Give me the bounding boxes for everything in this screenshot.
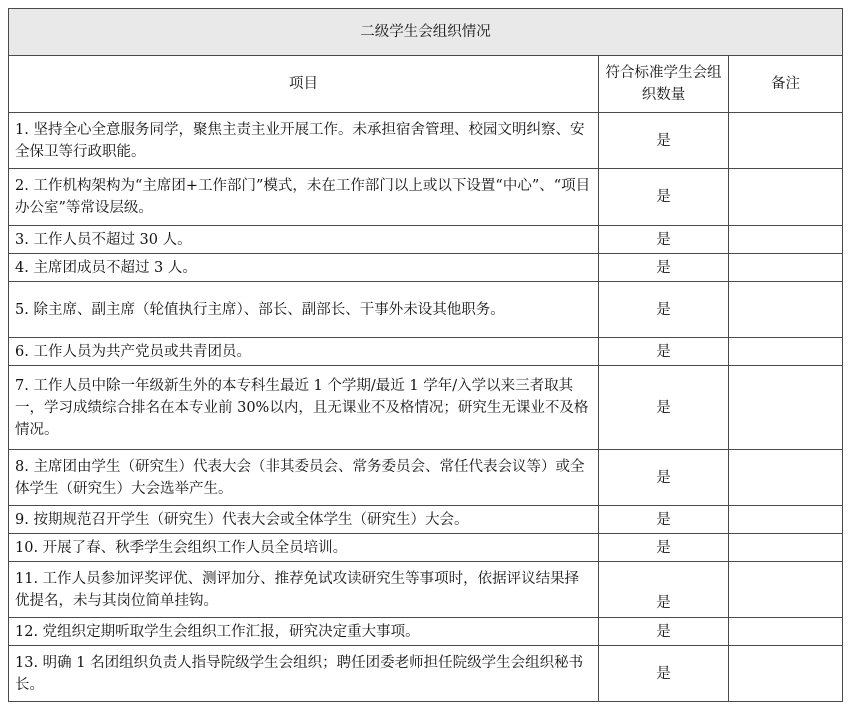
row-compliant-value: 是 (599, 169, 729, 226)
table-row (9, 450, 843, 506)
row-note (729, 254, 843, 282)
row-compliant-value: 是 (599, 450, 729, 506)
row-item-text: 5. 除主席、副主席（轮值执行主席）、部长、副部长、干事外未设其他职务。 (9, 282, 599, 338)
row-note (729, 562, 843, 618)
row-note (729, 338, 843, 366)
row-item-text: 13. 明确 1 名团组织负责人指导院级学生会组织；聘任团委老师担任院级学生会组织秘书长。 (9, 646, 599, 702)
row-compliant-value: 是 (599, 113, 729, 169)
row-item-text: 2. 工作机构架构为“主席团+工作部门”模式，未在工作部门以上或以下设置“中心”、“项目办公室”等常设层级。 (9, 169, 599, 226)
row-compliant-value: 是 (599, 226, 729, 254)
table-row (9, 366, 843, 450)
table-row (9, 618, 843, 646)
row-compliant-value: 是 (599, 282, 729, 338)
table-row (9, 169, 843, 226)
row-note (729, 534, 843, 562)
row-note (729, 282, 843, 338)
row-compliant-value: 是 (599, 646, 729, 702)
compliance-table (8, 8, 843, 702)
table-title: 二级学生会组织情况 (9, 9, 843, 56)
row-item-text: 1. 坚持全心全意服务同学，聚焦主责主业开展工作。未承担宿舍管理、校园文明纠察、安全保卫等行政职能。 (9, 113, 599, 169)
row-compliant-value: 是 (599, 338, 729, 366)
table-row (9, 113, 843, 169)
row-item-text: 11. 工作人员参加评奖评优、测评加分、推荐免试攻读研究生等事项时，依据评议结果择优提名，未与其岗位简单挂钩。 (9, 562, 599, 618)
row-item-text: 12. 党组织定期听取学生会组织工作汇报，研究决定重大事项。 (9, 618, 599, 646)
row-compliant-value: 是 (599, 618, 729, 646)
table-row (9, 646, 843, 702)
row-note (729, 450, 843, 506)
row-item-text: 3. 工作人员不超过 30 人。 (9, 226, 599, 254)
row-item-text: 8. 主席团由学生（研究生）代表大会（非其委员会、常务委员会、常任代表会议等）或全体学生（研究生）大会选举产生。 (9, 450, 599, 506)
table-row (9, 506, 843, 534)
table-row (9, 226, 843, 254)
header-item: 项目 (9, 56, 599, 113)
header-compliant-count: 符合标准学生会组织数量 (599, 56, 729, 113)
table-row (9, 338, 843, 366)
row-compliant-value: 是 (599, 366, 729, 450)
row-note (729, 226, 843, 254)
row-note (729, 618, 843, 646)
row-compliant-value: 是 (599, 534, 729, 562)
row-item-text: 10. 开展了春、秋季学生会组织工作人员全员培训。 (9, 534, 599, 562)
row-note (729, 506, 843, 534)
row-compliant-value: 是 (599, 254, 729, 282)
row-item-text: 9. 按期规范召开学生（研究生）代表大会或全体学生（研究生）大会。 (9, 506, 599, 534)
row-note (729, 646, 843, 702)
row-item-text: 6. 工作人员为共产党员或共青团员。 (9, 338, 599, 366)
table-row (9, 254, 843, 282)
row-note (729, 169, 843, 226)
header-note: 备注 (729, 56, 843, 113)
row-item-text: 7. 工作人员中除一年级新生外的本专科生最近 1 个学期/最近 1 学年/入学以来三者取其一，学习成绩综合排名在本专业前 30%以内，且无课业不及格情况；研究生无课业不及格情况。 (9, 366, 599, 450)
row-compliant-value: 是 (599, 562, 729, 618)
table-row (9, 562, 843, 618)
row-compliant-value: 是 (599, 506, 729, 534)
table-header-row (9, 56, 843, 113)
table-row (9, 534, 843, 562)
table-row (9, 282, 843, 338)
row-note (729, 113, 843, 169)
row-item-text: 4. 主席团成员不超过 3 人。 (9, 254, 599, 282)
row-note (729, 366, 843, 450)
table-title-row (9, 9, 843, 56)
